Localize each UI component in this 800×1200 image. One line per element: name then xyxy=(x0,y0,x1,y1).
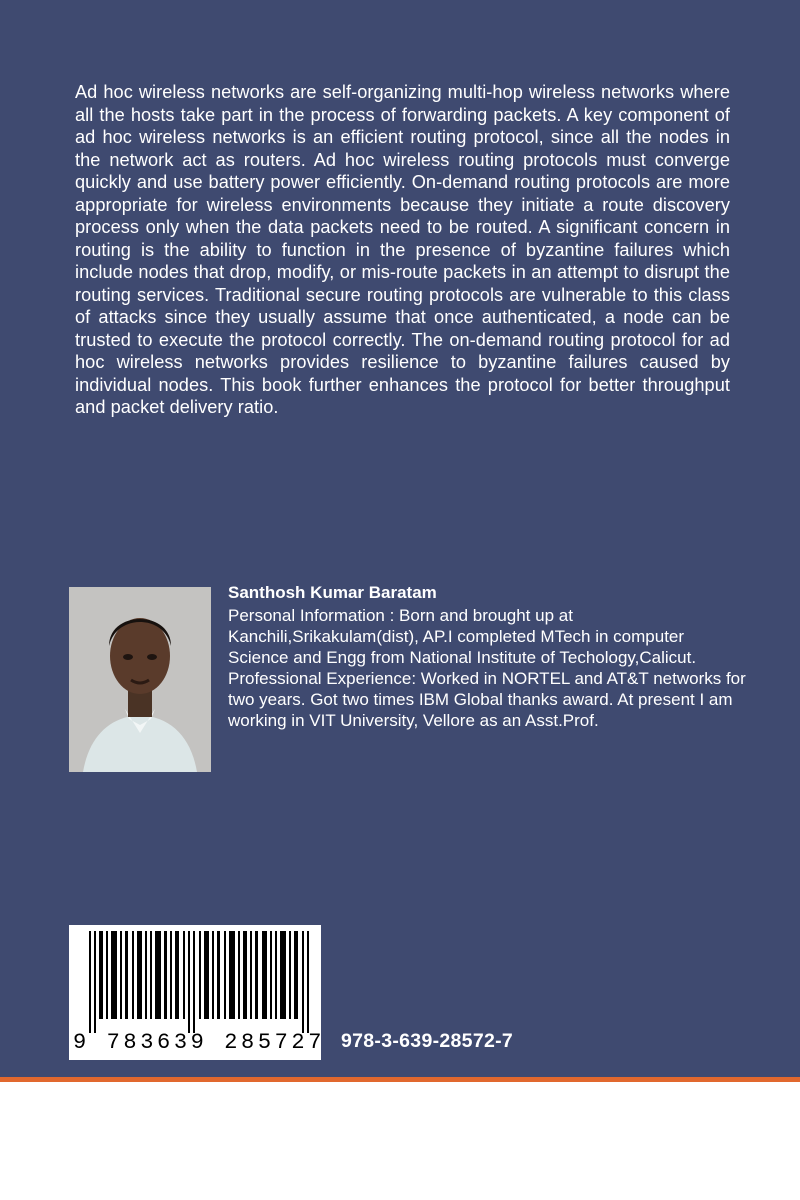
author-photo xyxy=(69,587,211,772)
bottom-margin xyxy=(0,1082,800,1200)
barcode-digits: 9 783639 285727 xyxy=(73,1030,326,1055)
author-bio: Personal Information : Born and brought up at Kanchili,Srikakulam(dist), AP.I completed MTech in computer Science and Engg from National Institute of Techology,Calicut. Professional Experience: Worked in NORTEL and AT&T networks for two years. Got two times IBM Global thanks award. At present I am working in VIT University, Vellore as an Asst.Prof. xyxy=(228,606,746,730)
book-description: Ad hoc wireless networks are self-organizing multi-hop wireless networks where all the hosts take part in the process of forwarding packets. A key component of ad hoc wireless networks is an efficient routing protocol, since all the nodes in the network act as routers. Ad hoc wireless routing protocols must converge quickly and use battery power efficiently. On-demand routing protocols are more appropriate for wireless environments because they initiate a route discovery process only when the data packets need to be routed. A significant concern in routing is the ability to function in the presence of byzantine failures which include nodes that drop, modify, or mis-route packets in an attempt to disrupt the routing services. Traditional secure routing protocols are vulnerable to this class of attacks since they usually assume that once authenticated, a node can be trusted to execute the protocol correctly. The on-demand routing protocol for ad hoc wireless networks provides resilience to byzantine failures caused by individual nodes. This book further enhances the protocol for better throughput and packet delivery ratio. xyxy=(75,82,730,417)
author-name: Santhosh Kumar Baratam xyxy=(228,583,437,602)
author-portrait-icon xyxy=(69,587,211,772)
barcode-bars-icon xyxy=(89,931,315,1033)
isbn: 978-3-639-28572-7 xyxy=(341,1030,514,1052)
barcode xyxy=(69,925,326,1060)
